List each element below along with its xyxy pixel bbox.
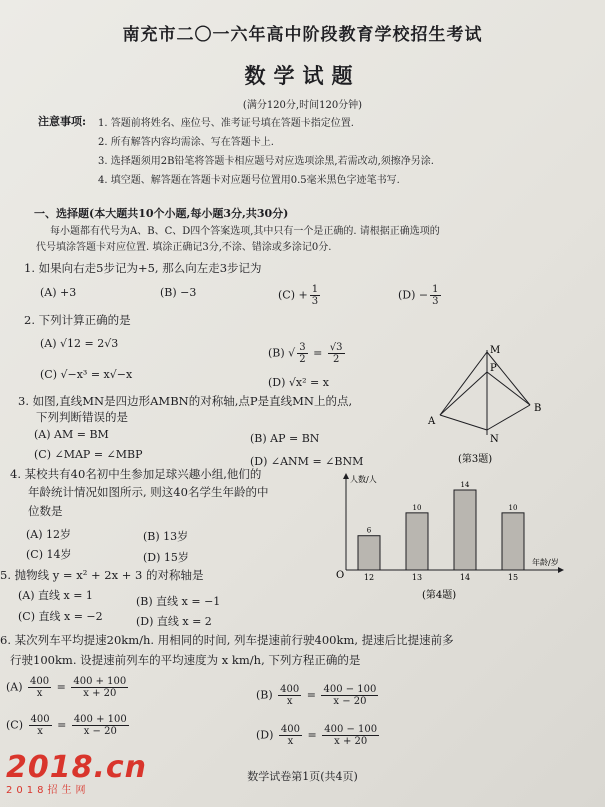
x-tick-label-13: 13 bbox=[411, 573, 423, 582]
q3-option-c: (C) ∠MAP = ∠MBP bbox=[34, 448, 143, 461]
q4-bar-chart bbox=[326, 470, 566, 605]
bar-age-14 bbox=[454, 490, 476, 570]
segment-ap bbox=[440, 372, 487, 415]
bar-age-13 bbox=[406, 513, 428, 570]
q3-caption: (第3题) bbox=[458, 454, 493, 465]
q3-option-d: (D) ∠ANM = ∠BNM bbox=[250, 455, 364, 468]
label-a: A bbox=[428, 416, 436, 427]
label-b: B bbox=[534, 403, 542, 414]
q6-option-b: (B) $\frac{400}{x}$ = $\frac{400 - 100}{x - 20}$ bbox=[256, 684, 377, 707]
q4-option-d: (D) 15岁 bbox=[143, 551, 189, 564]
q1-stem: 1. 如果向右走5步记为+5, 那么向左走3步记为 bbox=[24, 261, 262, 275]
q5-option-b: (B) 直线 x = −1 bbox=[136, 595, 221, 608]
q6-option-a: (A) $\frac{400}{x}$ = $\frac{400 + 100}{x + 20}$ bbox=[6, 676, 127, 699]
q4-stem: 4. 某校共有40名初中生参加足球兴趣小组,他们的 bbox=[10, 467, 262, 481]
watermark-subtitle: 2018招生网 bbox=[6, 785, 90, 796]
segment-am bbox=[440, 352, 487, 415]
label-p: P bbox=[490, 363, 497, 374]
q6-option-c: (C) $\frac{400}{x}$ = $\frac{400 + 100}{x - 20}$ bbox=[6, 714, 127, 737]
q1-option-c: (C) + $\frac{1}{3}$ bbox=[278, 284, 319, 307]
exam-subject: 数学试题 bbox=[244, 63, 361, 88]
bar-age-15 bbox=[502, 513, 524, 570]
section-heading: 一、选择题(本大题共10个小题,每小题3分,共30分) bbox=[34, 207, 289, 220]
bar-value-label-13: 10 bbox=[412, 503, 422, 512]
notes-label: 注意事项: bbox=[38, 115, 87, 128]
q1-option-d: (D) − $\frac{1}{3}$ bbox=[398, 284, 439, 307]
bar-value-label-14: 14 bbox=[460, 481, 470, 489]
q2-stem: 2. 下列计算正确的是 bbox=[24, 313, 131, 327]
q6-stem-2: 行驶100km. 设提速前列车的平均速度为 x km/h, 下列方程正确的是 bbox=[10, 653, 361, 667]
q5-option-d: (D) 直线 x = 2 bbox=[136, 615, 212, 628]
label-n: N bbox=[490, 434, 499, 445]
segment-bn bbox=[487, 405, 530, 430]
x-tick-label-12: 12 bbox=[363, 573, 375, 582]
section-desc-2: 代号填涂答题卡对应位置. 填涂正确记3分,不涂、错涂或多涂记0分. bbox=[36, 242, 332, 253]
q2-option-a: (A) √12 = 2√3 bbox=[40, 337, 119, 350]
watermark-logo: 2018.cn bbox=[6, 750, 148, 785]
bar-value-label-15: 10 bbox=[508, 503, 518, 512]
x-tick-label-15: 15 bbox=[507, 573, 519, 582]
q5-stem: 5. 抛物线 y = x² + 2x + 3 的对称轴是 bbox=[0, 568, 204, 582]
q1-option-a: (A) +3 bbox=[40, 286, 77, 299]
x-axis-arrow bbox=[558, 567, 564, 573]
q3-stem: 3. 如图,直线MN是四边形AMBN的对称轴,点P是直线MN上的点, bbox=[18, 394, 353, 408]
segment-an bbox=[440, 415, 487, 430]
note-3: 3. 选择题须用2B铅笔将答题卡相应题号对应选项涂黑,若需改动,须擦净另涂. bbox=[98, 156, 434, 167]
page-footer: 数学试卷第1页(共4页) bbox=[247, 770, 358, 783]
q3-option-b: (B) AP = BN bbox=[250, 432, 320, 445]
full-score-note: (满分120分,时间120分钟) bbox=[242, 100, 363, 111]
label-m: M bbox=[490, 345, 501, 356]
q4-option-c: (C) 14岁 bbox=[26, 548, 72, 561]
section-desc-1: 每小题都有代号为A、B、C、D四个答案选项,其中只有一个是正确的. 请根据正确选项的 bbox=[50, 226, 440, 237]
q2-option-d: (D) √x² = x bbox=[268, 376, 329, 389]
y-axis-arrow bbox=[343, 473, 349, 479]
q6-option-d: (D) $\frac{400}{x}$ = $\frac{400 - 100}{x + 20}$ bbox=[256, 724, 378, 747]
note-4: 4. 填空题、解答题在答题卡对应题号位置用0.5毫米黑色字迹笔书写. bbox=[98, 175, 400, 186]
site-watermark bbox=[6, 750, 147, 796]
x-tick-label-14: 14 bbox=[459, 573, 471, 582]
bar-age-12 bbox=[358, 536, 380, 570]
q4-option-b: (B) 13岁 bbox=[143, 530, 189, 543]
segment-bp bbox=[487, 372, 530, 405]
segment-bm bbox=[487, 352, 530, 405]
q4-caption: (第4题) bbox=[422, 590, 457, 601]
note-2: 2. 所有解答内容均需涂、写在答题卡上. bbox=[98, 137, 274, 148]
q3-stem-2: 下列判断错误的是 bbox=[36, 410, 128, 424]
x-axis-label: 年龄/岁 bbox=[532, 558, 559, 567]
q3-figure bbox=[420, 340, 570, 470]
q4-stem-2: 年龄统计情况如图所示, 则这40名学生年龄的中 bbox=[28, 485, 269, 499]
bar-value-label-12: 6 bbox=[366, 526, 372, 535]
q2-option-c: (C) √−x³ = x√−x bbox=[40, 368, 133, 381]
q3-option-a: (A) AM = BM bbox=[34, 428, 109, 441]
origin-label: O bbox=[336, 570, 345, 581]
q2-option-b: (B) √ $\frac{3}{2}$ = $\frac{√3}{2}$ bbox=[268, 342, 343, 365]
q1-option-b: (B) −3 bbox=[160, 286, 197, 299]
q5-option-c: (C) 直线 x = −2 bbox=[18, 610, 103, 623]
q4-stem-3: 位数是 bbox=[28, 504, 63, 518]
note-1: 1. 答题前将姓名、座位号、准考证号填在答题卡指定位置. bbox=[98, 118, 354, 129]
q6-stem: 6. 某次列车平均提速20km/h. 用相同的时间, 列车提速前行驶400km, 提速后比提速前多 bbox=[0, 633, 454, 647]
exam-title: 南充市二〇一六年高中阶段教育学校招生考试 bbox=[122, 25, 483, 45]
y-axis-label: 人数/人 bbox=[350, 475, 377, 484]
q5-option-a: (A) 直线 x = 1 bbox=[18, 589, 93, 602]
q4-option-a: (A) 12岁 bbox=[26, 528, 72, 541]
